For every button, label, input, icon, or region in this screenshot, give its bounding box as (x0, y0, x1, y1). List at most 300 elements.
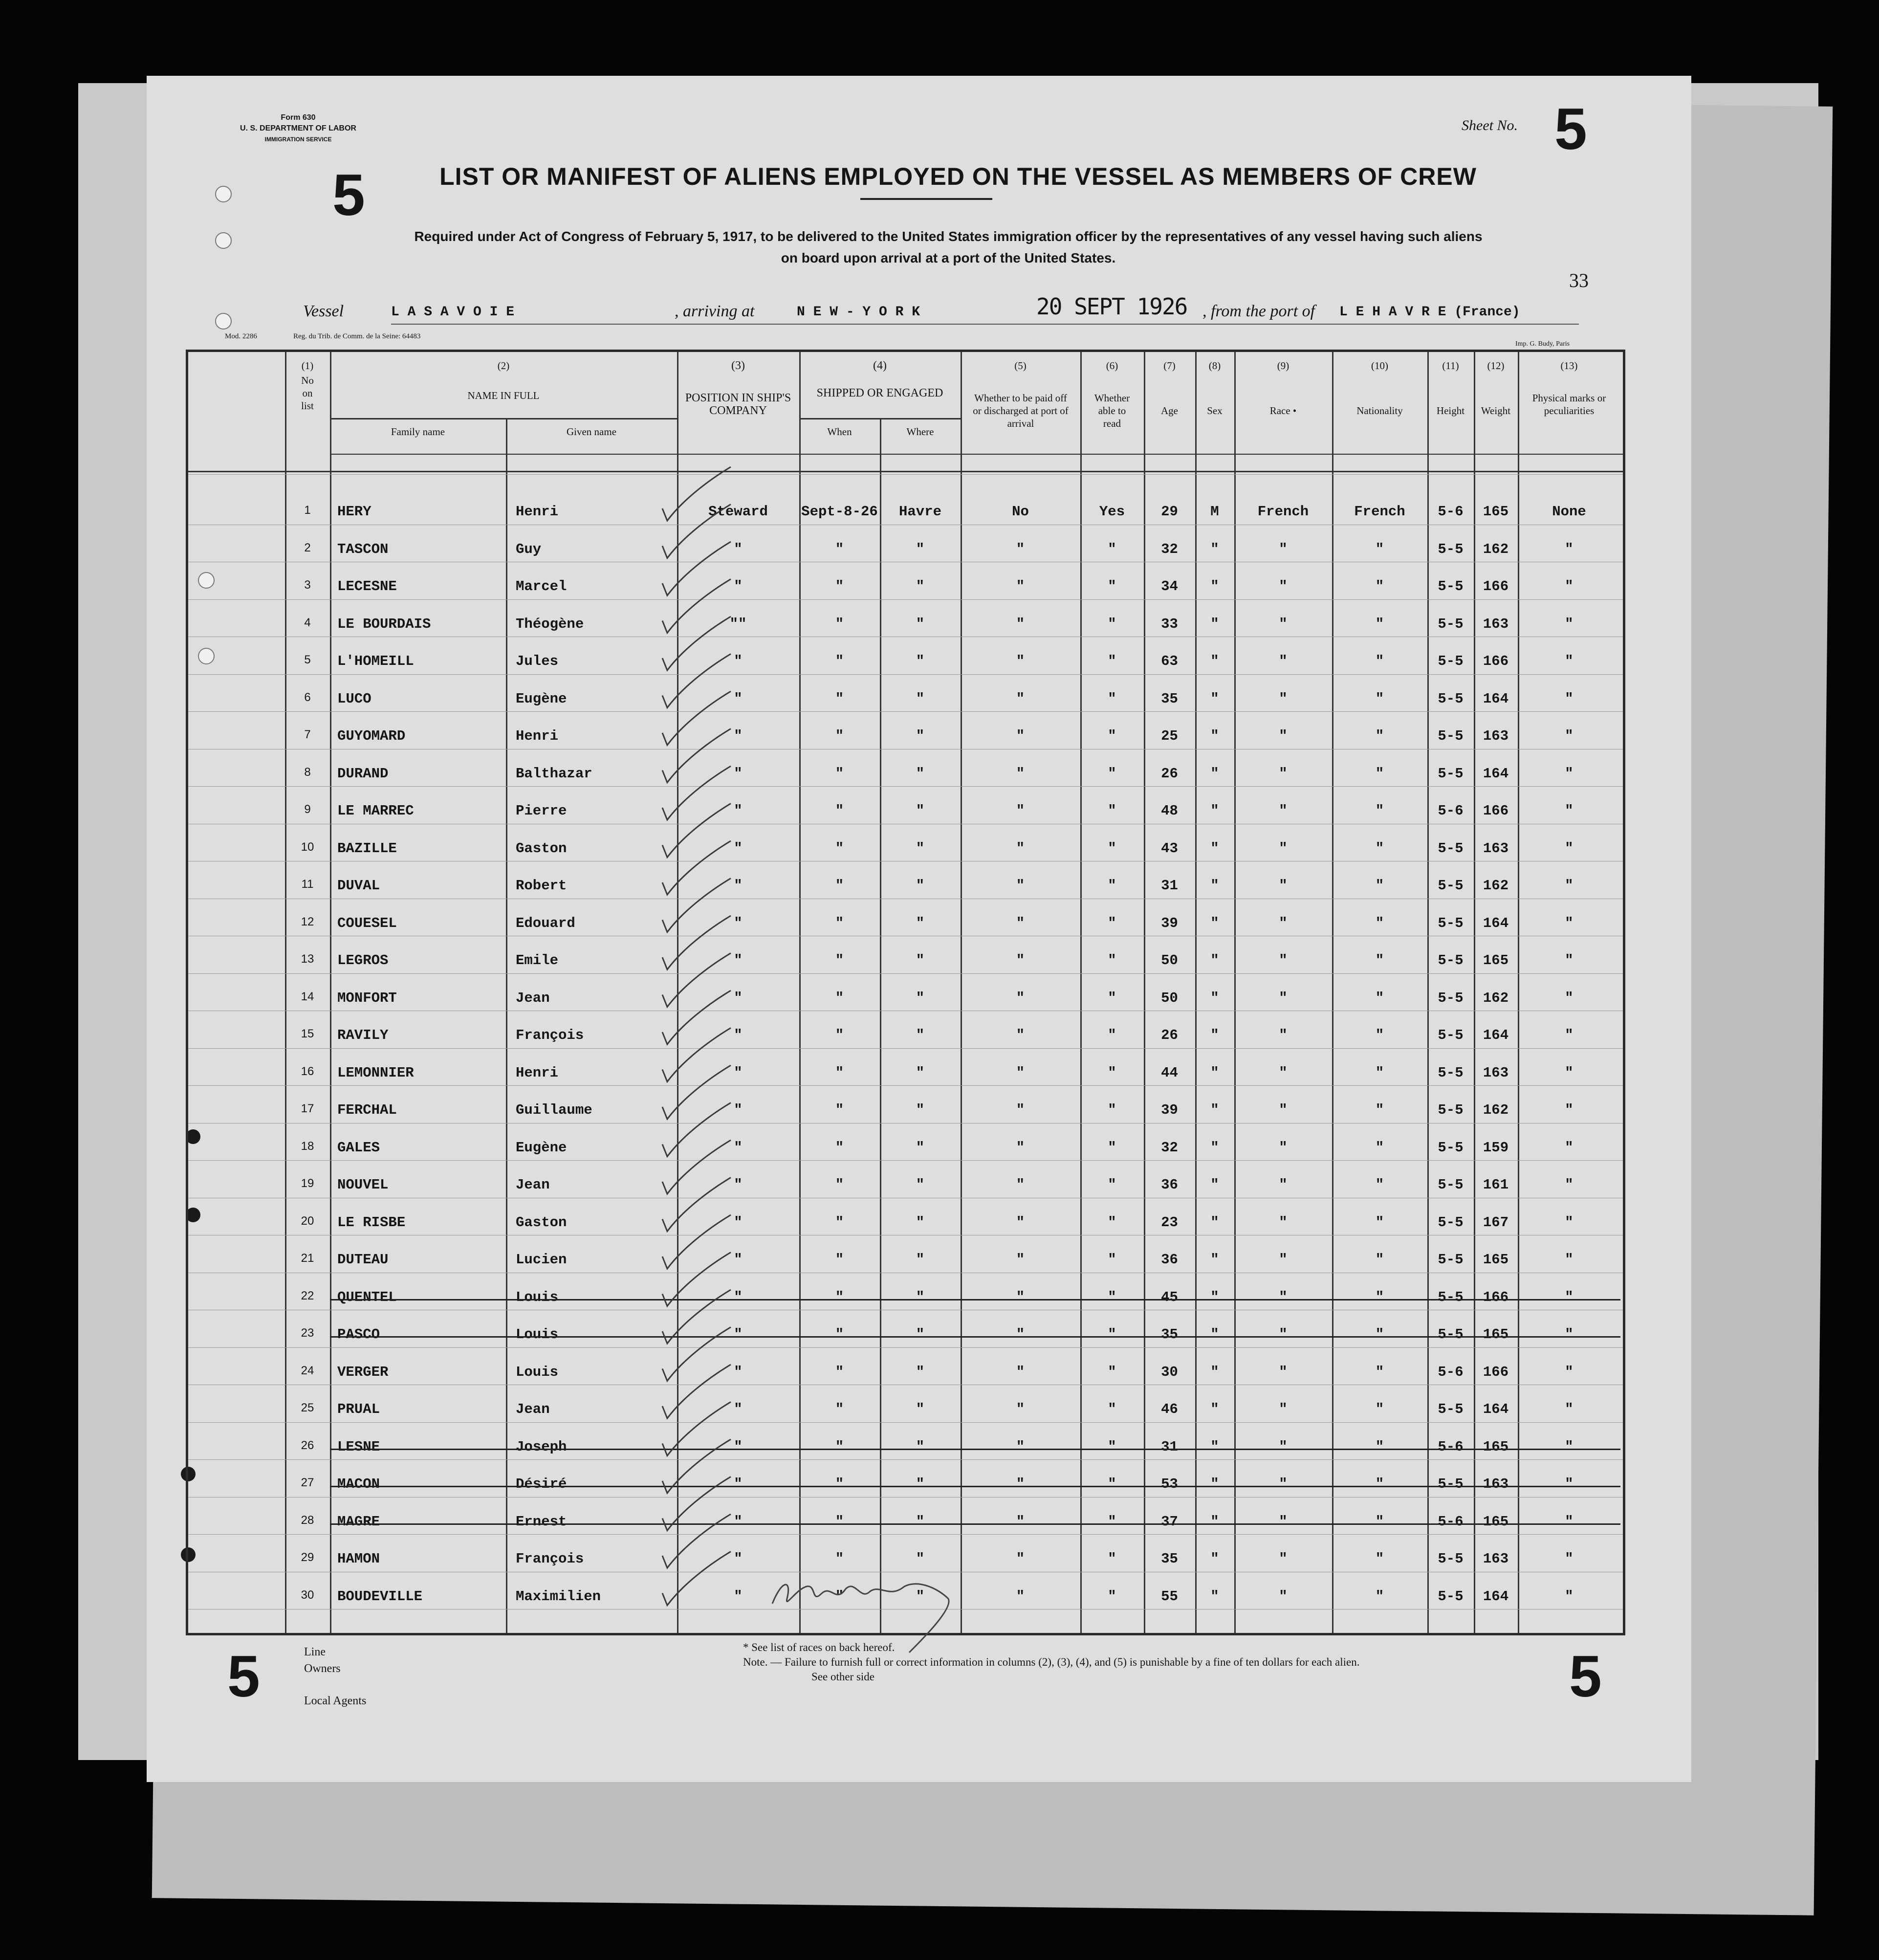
cell-weight: 165 (1483, 952, 1509, 969)
cell-given: Désiré (516, 1476, 567, 1492)
footer-notes (743, 1640, 1359, 1684)
cell-pos: " (734, 728, 743, 744)
cell-read: " (1108, 878, 1116, 894)
cell-when: " (835, 1289, 844, 1305)
cell-marks: " (1565, 1177, 1573, 1193)
cell-paid: " (1016, 541, 1025, 557)
header-col9-label: Race • (1269, 405, 1297, 417)
cell-height: 5-5 (1438, 1139, 1464, 1156)
cell-nat: " (1375, 1438, 1384, 1455)
cell-family: LUCO (337, 690, 371, 707)
cell-pos: " (734, 1476, 743, 1492)
cell-read: " (1108, 1588, 1116, 1605)
cell-pos: " (734, 952, 743, 969)
cell-weight: 164 (1483, 1588, 1509, 1605)
cell-race: French (1257, 504, 1309, 520)
cell-race: " (1279, 1289, 1288, 1305)
header-col6-num: (6) (1106, 360, 1118, 372)
cell-family: PRUAL (337, 1401, 380, 1417)
cell-when: " (835, 840, 844, 857)
cell-where: " (916, 915, 925, 931)
header-col4-num: (4) (873, 359, 887, 372)
cell-marks: " (1565, 1513, 1573, 1530)
cell-age: 48 (1161, 803, 1178, 819)
cell-pos: " (734, 1214, 743, 1231)
cell-marks: " (1565, 653, 1573, 669)
cell-where: " (916, 1252, 925, 1268)
cell-family: DURAND (337, 765, 389, 782)
cell-read: " (1108, 1064, 1116, 1081)
cell-family: COUESEL (337, 915, 397, 931)
cell-height: 5-5 (1438, 1102, 1464, 1118)
cell-sex: " (1210, 840, 1219, 857)
header-col5-num: (5) (1014, 360, 1027, 372)
cell-no: 14 (301, 990, 314, 1003)
cell-marks: " (1565, 1364, 1573, 1380)
header-col11-label: Height (1436, 405, 1465, 417)
cell-height: 5-5 (1438, 1027, 1464, 1043)
cell-marks: " (1565, 1326, 1573, 1343)
cell-where: " (916, 765, 925, 782)
cell-height: 5-5 (1438, 1177, 1464, 1193)
cell-pos: " (734, 1064, 743, 1081)
header-col8-label: Sex (1207, 405, 1223, 417)
cell-read: " (1108, 1364, 1116, 1380)
cell-given: Jules (516, 653, 559, 669)
cell-paid: " (1016, 1064, 1025, 1081)
cell-marks: " (1565, 915, 1573, 931)
cell-pos: " (734, 765, 743, 782)
cell-given: Jean (516, 1401, 550, 1417)
cell-age: 36 (1161, 1177, 1178, 1193)
cell-marks: " (1565, 952, 1573, 969)
cell-weight: 159 (1483, 1139, 1509, 1156)
cell-no: 1 (304, 504, 311, 517)
cell-given: Ernest (516, 1513, 567, 1530)
cell-age: 37 (1161, 1513, 1178, 1530)
cell-where: " (916, 840, 925, 857)
cell-given: Henri (516, 1064, 559, 1081)
cell-no: 18 (301, 1139, 314, 1153)
cell-given: Maximilien (516, 1588, 601, 1605)
cell-age: 34 (1161, 578, 1178, 595)
cell-age: 29 (1161, 504, 1178, 520)
cell-read: " (1108, 990, 1116, 1006)
cell-age: 50 (1161, 990, 1178, 1006)
cell-nat: " (1375, 1139, 1384, 1156)
cell-family: HERY (337, 504, 371, 520)
cell-race: " (1279, 952, 1288, 969)
header-where: Where (906, 426, 934, 438)
cell-given: Guillaume (516, 1102, 592, 1118)
cell-no: 19 (301, 1177, 314, 1190)
cell-sex: " (1210, 1401, 1219, 1417)
cell-nat: " (1375, 1326, 1384, 1343)
cell-marks: " (1565, 578, 1573, 595)
cell-height: 5-5 (1438, 1326, 1464, 1343)
cell-height: 5-5 (1438, 653, 1464, 669)
cell-race: " (1279, 1438, 1288, 1455)
binder-hole (215, 186, 232, 202)
check-mark (662, 1065, 731, 1119)
cell-where: " (916, 1139, 925, 1156)
cell-paid: " (1016, 1102, 1025, 1118)
cell-marks: " (1565, 541, 1573, 557)
cell-given: Joseph (516, 1438, 567, 1455)
cell-read: " (1108, 1289, 1116, 1305)
cell-age: 35 (1161, 690, 1178, 707)
cell-height: 5-5 (1438, 1064, 1464, 1081)
cell-height: 5-5 (1438, 616, 1464, 632)
cell-height: 5-5 (1438, 541, 1464, 557)
cell-race: " (1279, 803, 1288, 819)
cell-family: LECESNE (337, 578, 397, 595)
cell-family: FERCHAL (337, 1102, 397, 1118)
cell-no: 9 (304, 803, 311, 816)
header-col1-label: No on list (301, 374, 314, 412)
cell-height: 5-5 (1438, 1252, 1464, 1268)
cell-pos: " (734, 541, 743, 557)
cell-weight: 165 (1483, 504, 1509, 520)
cell-nat: " (1375, 1551, 1384, 1567)
check-mark (662, 1552, 731, 1606)
cell-nat: " (1375, 765, 1384, 782)
header-col10-label: Nationality (1356, 405, 1403, 417)
cell-age: 35 (1161, 1326, 1178, 1343)
cell-when: " (835, 690, 844, 707)
binder-hole (215, 232, 232, 249)
header-family: Family name (391, 426, 445, 438)
cell-where: " (916, 1588, 925, 1605)
cell-where: " (916, 616, 925, 632)
cell-nat: " (1375, 1064, 1384, 1081)
cell-family: DUVAL (337, 878, 380, 894)
cell-marks: " (1565, 1102, 1573, 1118)
header-col11-num: (11) (1442, 360, 1459, 372)
cell-weight: 163 (1483, 1476, 1509, 1492)
cell-read: " (1108, 690, 1116, 707)
cell-marks: " (1565, 803, 1573, 819)
check-mark (662, 579, 731, 633)
cell-when: " (835, 1588, 844, 1605)
cell-no: 6 (304, 690, 311, 704)
date-stamp: 20 SEPT 1926 (1036, 293, 1187, 320)
arriving-port: N E W - Y O R K (797, 305, 920, 320)
cell-age: 50 (1161, 952, 1178, 969)
cell-read: " (1108, 1214, 1116, 1231)
cell-when: " (835, 1326, 844, 1343)
cell-given: Louis (516, 1364, 559, 1380)
cell-age: 44 (1161, 1064, 1178, 1081)
cell-family: NOUVEL (337, 1177, 389, 1193)
cell-no: 4 (304, 616, 311, 629)
cell-weight: 164 (1483, 1401, 1509, 1417)
cell-read: " (1108, 1401, 1116, 1417)
cell-pos: "" (729, 616, 747, 632)
cell-race: " (1279, 690, 1288, 707)
cell-given: Marcel (516, 578, 567, 595)
check-mark (662, 542, 731, 595)
cell-paid: " (1016, 1326, 1025, 1343)
cell-weight: 166 (1483, 803, 1509, 819)
cell-pos: " (734, 840, 743, 857)
cell-race: " (1279, 541, 1288, 557)
cell-marks: " (1565, 1252, 1573, 1268)
check-mark (662, 1028, 731, 1082)
header-col13-label: Physical marks or peculiarities (1532, 392, 1606, 417)
cell-read: " (1108, 1027, 1116, 1043)
form-header (196, 112, 401, 145)
cell-age: 43 (1161, 840, 1178, 857)
cell-age: 39 (1161, 915, 1178, 931)
cell-height: 5-6 (1438, 504, 1464, 520)
cell-nat: " (1375, 1476, 1384, 1492)
cell-when: " (835, 1177, 844, 1193)
cell-race: " (1279, 1027, 1288, 1043)
cell-race: " (1279, 728, 1288, 744)
cell-when: " (835, 1513, 844, 1530)
cell-when: " (835, 1364, 844, 1380)
cell-pos: " (734, 690, 743, 707)
cell-no: 16 (301, 1064, 314, 1078)
cell-pos: " (734, 1438, 743, 1455)
cell-where: " (916, 1401, 925, 1417)
cell-when: " (835, 1476, 844, 1492)
cell-no: 10 (301, 840, 314, 854)
cell-given: Emile (516, 952, 559, 969)
cell-nat: " (1375, 1588, 1384, 1605)
cell-height: 5-5 (1438, 915, 1464, 931)
page-number: 33 (1569, 269, 1589, 291)
cell-where: " (916, 728, 925, 744)
check-mark (662, 617, 731, 670)
cell-family: LESNE (337, 1438, 380, 1455)
cell-marks: " (1565, 1401, 1573, 1417)
cell-race: " (1279, 578, 1288, 595)
subtitle-line-2: on board upon arrival at a port of the United States. (781, 250, 1116, 265)
cell-weight: 162 (1483, 878, 1509, 894)
cell-family: MAGRE (337, 1513, 380, 1530)
check-mark (662, 505, 731, 558)
cell-age: 33 (1161, 616, 1178, 632)
footer-number-right: 5 (1569, 1644, 1602, 1709)
cell-family: TASCON (337, 541, 389, 557)
cell-pos: " (734, 1326, 743, 1343)
cell-sex: " (1210, 765, 1219, 782)
cell-nat: " (1375, 1102, 1384, 1118)
cell-weight: 163 (1483, 1551, 1509, 1567)
cell-pos: " (734, 990, 743, 1006)
cell-race: " (1279, 1064, 1288, 1081)
cell-where: " (916, 1364, 925, 1380)
cell-paid: " (1016, 1289, 1025, 1305)
cell-given: Edouard (516, 915, 575, 931)
cell-read: " (1108, 1438, 1116, 1455)
cell-paid: " (1016, 690, 1025, 707)
cell-read: " (1108, 1476, 1116, 1492)
cell-pos: " (734, 1027, 743, 1043)
cell-height: 5-5 (1438, 840, 1464, 857)
cell-nat: French (1354, 504, 1405, 520)
cell-height: 5-5 (1438, 1588, 1464, 1605)
check-mark (662, 916, 731, 969)
cell-sex: " (1210, 1551, 1219, 1567)
cell-nat: " (1375, 915, 1384, 931)
cell-read: " (1108, 1139, 1116, 1156)
cell-family: LEGROS (337, 952, 389, 969)
cell-sex: " (1210, 1177, 1219, 1193)
header-given: Given name (566, 426, 617, 438)
cell-given: Eugène (516, 690, 567, 707)
cell-race: " (1279, 1102, 1288, 1118)
cell-weight: 165 (1483, 1438, 1509, 1455)
cell-marks: " (1565, 1214, 1573, 1231)
cell-height: 5-5 (1438, 1214, 1464, 1231)
cell-race: " (1279, 1551, 1288, 1567)
cell-race: " (1279, 915, 1288, 931)
cell-pos: " (734, 578, 743, 595)
cell-where: " (916, 803, 925, 819)
header-col12-label: Weight (1481, 405, 1511, 417)
cell-read: " (1108, 541, 1116, 557)
header-col8-num: (8) (1208, 360, 1221, 372)
header-col2-num: (2) (497, 360, 510, 372)
cell-when: " (835, 803, 844, 819)
cell-no: 2 (304, 541, 311, 554)
cell-read: " (1108, 840, 1116, 857)
cell-marks: " (1565, 616, 1573, 632)
cell-age: 46 (1161, 1401, 1178, 1417)
cell-sex: " (1210, 1214, 1219, 1231)
cell-pos: " (734, 915, 743, 931)
cell-age: 31 (1161, 878, 1178, 894)
cell-age: 32 (1161, 541, 1178, 557)
cell-sex: " (1210, 616, 1219, 632)
cell-no: 5 (304, 653, 311, 666)
cell-weight: 166 (1483, 578, 1509, 595)
cell-family: LEMONNIER (337, 1064, 414, 1081)
cell-paid: " (1016, 1513, 1025, 1530)
cell-nat: " (1375, 653, 1384, 669)
cell-read: " (1108, 653, 1116, 669)
cell-pos: " (734, 653, 743, 669)
check-mark (662, 841, 731, 895)
cell-weight: 163 (1483, 616, 1509, 632)
cell-paid: " (1016, 1551, 1025, 1567)
cell-race: " (1279, 1364, 1288, 1380)
cell-paid: " (1016, 1588, 1025, 1605)
cell-nat: " (1375, 1027, 1384, 1043)
cell-family: QUENTEL (337, 1289, 397, 1305)
cell-paid: " (1016, 1476, 1025, 1492)
cell-weight: 165 (1483, 1252, 1509, 1268)
cell-sex: " (1210, 990, 1219, 1006)
cell-sex: " (1210, 1476, 1219, 1492)
cell-marks: None (1552, 504, 1586, 520)
cell-given: Guy (516, 541, 542, 557)
cell-race: " (1279, 765, 1288, 782)
cell-paid: " (1016, 1139, 1025, 1156)
vessel-label: Vessel (303, 302, 344, 320)
cell-sex: " (1210, 1252, 1219, 1268)
cell-height: 5-5 (1438, 578, 1464, 595)
cell-pos: " (734, 803, 743, 819)
cell-when: " (835, 1064, 844, 1081)
header-col12-num: (12) (1487, 360, 1505, 372)
check-mark (662, 1103, 731, 1157)
cell-sex: " (1210, 1513, 1219, 1530)
corner-number: 5 (332, 162, 365, 228)
header-col7-num: (7) (1163, 360, 1176, 372)
header-col10-num: (10) (1371, 360, 1388, 372)
cell-given: François (516, 1551, 584, 1567)
cell-sex: " (1210, 1438, 1219, 1455)
cell-given: Jean (516, 1177, 550, 1193)
cell-sex: M (1210, 504, 1219, 520)
binder-hole (215, 313, 232, 330)
cell-age: 32 (1161, 1139, 1178, 1156)
crew-table (186, 350, 1625, 1635)
cell-paid: " (1016, 840, 1025, 857)
cell-given: Balthazar (516, 765, 592, 782)
cell-no: 29 (301, 1551, 314, 1564)
cell-given: Eugène (516, 1139, 567, 1156)
cell-when: " (835, 1102, 844, 1118)
cell-where: " (916, 990, 925, 1006)
cell-read: " (1108, 765, 1116, 782)
cell-paid: " (1016, 616, 1025, 632)
cell-given: Jean (516, 990, 550, 1006)
cell-family: MACON (337, 1476, 380, 1492)
cell-age: 30 (1161, 1364, 1178, 1380)
cell-marks: " (1565, 690, 1573, 707)
cell-no: 27 (301, 1476, 314, 1489)
cell-when: " (835, 878, 844, 894)
check-mark (662, 1140, 731, 1194)
cell-race: " (1279, 840, 1288, 857)
cell-height: 5-5 (1438, 765, 1464, 782)
cell-no: 8 (304, 765, 311, 779)
cell-no: 30 (301, 1588, 314, 1602)
cell-given: Louis (516, 1326, 559, 1343)
cell-age: 26 (1161, 765, 1178, 782)
check-mark (662, 1215, 731, 1269)
cell-when: " (835, 1401, 844, 1417)
cell-pos: " (734, 1102, 743, 1118)
cell-read: " (1108, 952, 1116, 969)
check-mark (662, 1477, 731, 1531)
cell-when: " (835, 1252, 844, 1268)
cell-read: " (1108, 616, 1116, 632)
cell-paid: " (1016, 1177, 1025, 1193)
cell-read: " (1108, 578, 1116, 595)
cell-where: " (916, 1438, 925, 1455)
cell-no: 13 (301, 952, 314, 966)
cell-pos: " (734, 1177, 743, 1193)
header-col3-num: (3) (731, 359, 745, 372)
check-mark (662, 1290, 731, 1343)
header-col5-label: Whether to be paid off or discharged at port of arrival (973, 392, 1069, 429)
sheet-number: 5 (1554, 96, 1587, 162)
cell-given: Robert (516, 878, 567, 894)
cell-sex: " (1210, 878, 1219, 894)
cell-where: " (916, 878, 925, 894)
cell-paid: " (1016, 1027, 1025, 1043)
cell-family: LE MARREC (337, 803, 414, 819)
cell-marks: " (1565, 728, 1573, 744)
cell-family: BOUDEVILLE (337, 1588, 423, 1605)
cell-sex: " (1210, 690, 1219, 707)
